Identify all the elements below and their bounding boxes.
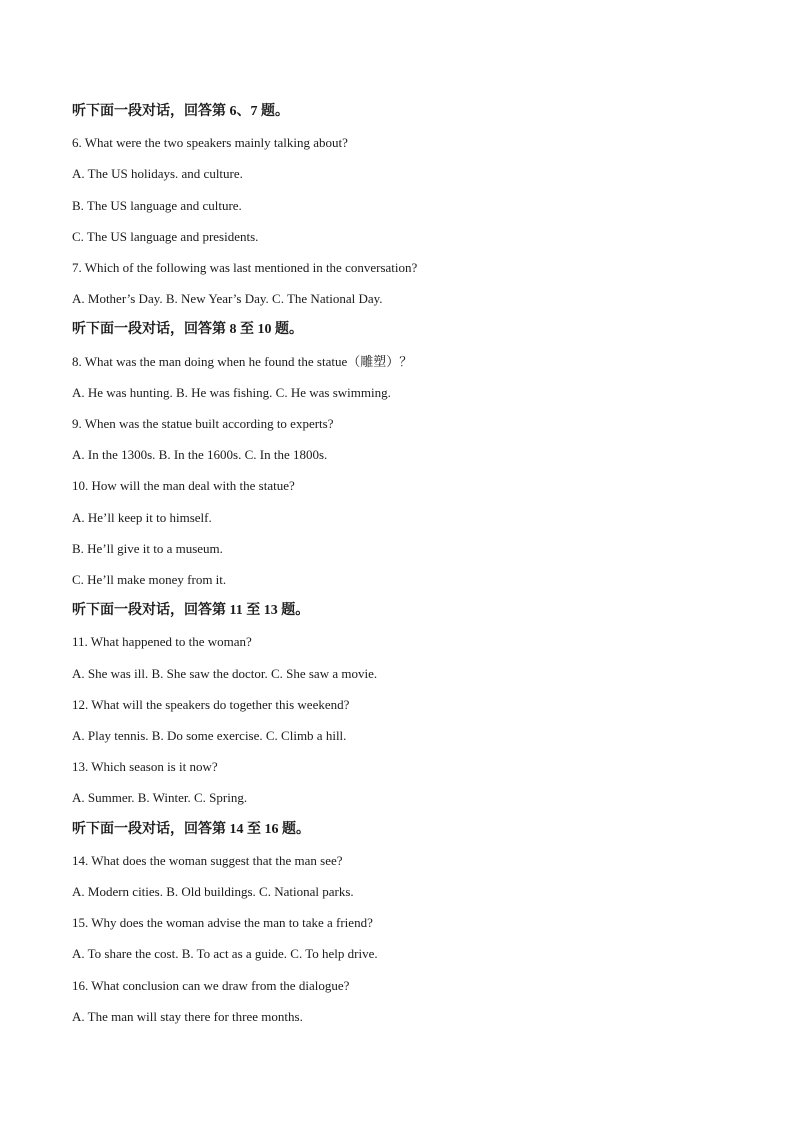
answer-options: B. The US language and culture. [72, 197, 242, 213]
section-heading: 听下面一段对话，回答第 11 至 13 题。 [72, 603, 310, 619]
section-heading: 听下面一段对话，回答第 14 至 16 题。 [72, 821, 310, 837]
answer-options: A. Summer. B. Winter. C. Spring. [72, 790, 248, 806]
question-text: 11. What happened to the woman? [72, 634, 252, 650]
question-text: 15. Why does the woman advise the man to take a friend? [72, 915, 373, 931]
section-heading: 听下面一段对话，回答第 6、7 题。 [72, 104, 289, 119]
question-text: 13. Which season is it now? [72, 759, 218, 775]
answer-options: A. He was hunting. B. He was fishing. C. He was swimming. [72, 384, 391, 400]
section-heading: 听下面一段对话，回答第 8 至 10 题。 [72, 322, 303, 338]
answer-options: A. He’ll keep it to himself. [72, 509, 212, 525]
answer-options: A. The man will stay there for three months. [72, 1008, 303, 1024]
answer-options: A. Mother’s Day. B. New Year’s Day. C. The National Day. [72, 291, 383, 307]
answer-options: A. The US holidays. and culture. [72, 166, 243, 182]
question-text: 12. What will the speakers do together this weekend? [72, 696, 350, 712]
answer-options: A. To share the cost. B. To act as a guide. C. To help drive. [72, 946, 378, 962]
answer-options: A. Modern cities. B. Old buildings. C. National parks. [72, 884, 354, 899]
answer-options: A. She was ill. B. She saw the doctor. C. She saw a movie. [72, 665, 378, 681]
question-text: 7. Which of the following was last mentioned in the conversation? [72, 260, 418, 275]
answer-options: A. Play tennis. B. Do some exercise. C. Climb a hill. [72, 728, 347, 743]
answer-options: C. The US language and presidents. [72, 228, 259, 244]
question-text: 9. When was the statue built according to experts? [72, 416, 334, 431]
question-text: 10. How will the man deal with the statue? [72, 478, 295, 494]
answer-options: A. In the 1300s. B. In the 1600s. C. In the 1800s. [72, 447, 328, 463]
answer-options: C. He’ll make money from it. [72, 572, 227, 587]
answer-options: B. He’ll give it to a museum. [72, 540, 223, 556]
question-text: 16. What conclusion can we draw from the dialogue? [72, 977, 350, 993]
question-text: 6. What were the two speakers mainly talking about? [72, 135, 348, 151]
question-text: 8. What was the man doing when he found the statue（雕塑）？ [72, 353, 413, 369]
question-text: 14. What does the woman suggest that the man see? [72, 852, 343, 868]
